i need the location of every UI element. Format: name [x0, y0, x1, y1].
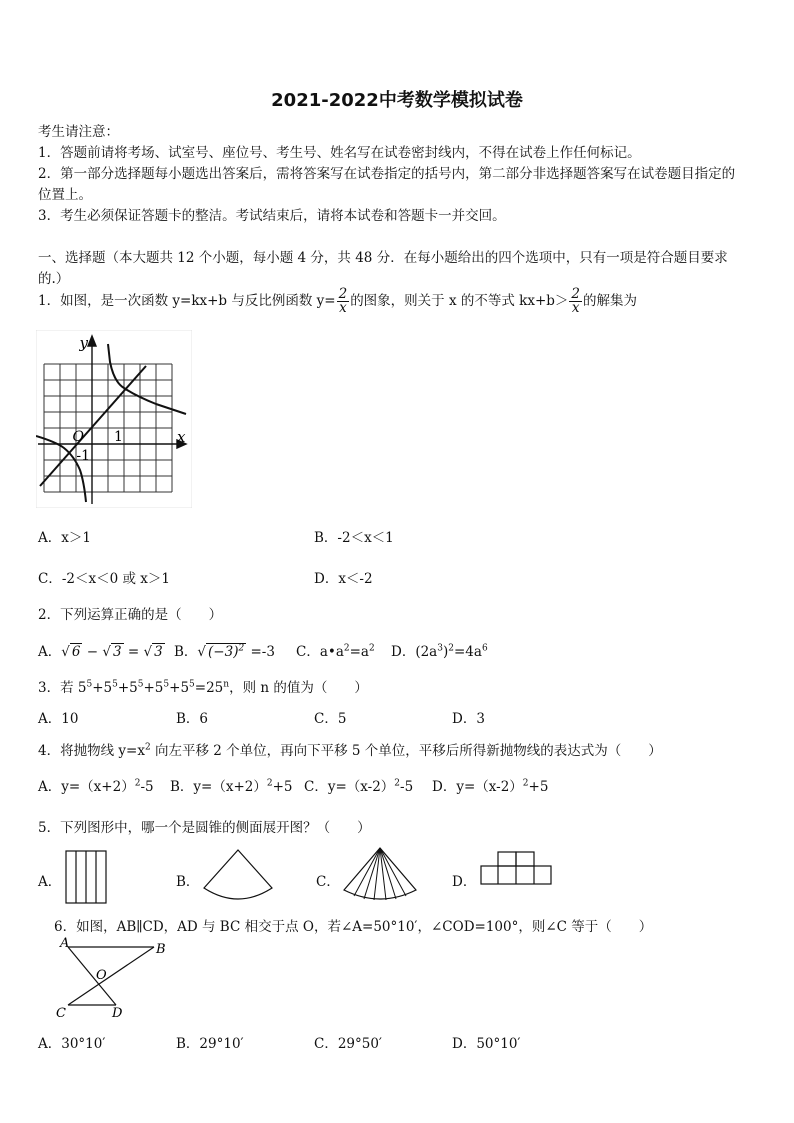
q2-option-b: B．√ $(-3)^2 =-3$ [174, 643, 275, 660]
q1-frac1-den: x [339, 300, 347, 316]
q1-option-d: D．x＜-2 [314, 571, 373, 587]
q4-a-exp: 2 [134, 778, 141, 789]
q6-option-d: D．50°10′ [452, 1036, 521, 1052]
q1-option-a: A．x＞1 [38, 530, 91, 546]
q3-term-1: +5 [92, 680, 113, 696]
q1-frac2-num: 2 [571, 286, 581, 302]
q3-exp-5: 5 [189, 679, 195, 690]
q2-option-c [296, 640, 375, 660]
q4-option-d [432, 775, 548, 795]
q4-b-tail: +5 [272, 779, 293, 795]
q3-term-3: +5 [143, 680, 164, 696]
q6-point-b: B [156, 942, 166, 957]
q2-d-exp1: 3 [437, 643, 443, 654]
question-1-stem [38, 288, 637, 315]
q1-frac2-den: x [571, 300, 580, 316]
q4-option-b [170, 775, 293, 795]
notice-item-2: 2．第一部分选择题每小题选出答案后，需将答案写在试卷指定的括号内，第二部分非选择题答案写在试卷题目指定的 [38, 166, 736, 182]
q2-a-label: A． [38, 644, 62, 660]
q4-d-exp: 2 [522, 778, 529, 789]
notice-item-1: 1．答题前请将考场、试室号、座位号、考生号、姓名写在试卷密封线内，不得在试卷上作任何标记。 [38, 145, 641, 161]
q5-figure-a-rectangle-strips [64, 849, 108, 905]
question-5-stem: 5．下列图形中，哪一个是圆锥的侧面展开图？（ ） [38, 820, 371, 836]
q3-option-b: B．6 [176, 711, 209, 727]
q2-d-text: D．(2a [391, 644, 438, 660]
q4-stem-a: 4．将抛物线 y=x [38, 743, 145, 759]
q4-stem-exp: 2 [144, 742, 151, 753]
q3-term-4: +5 [169, 680, 190, 696]
q1-stem-part2: 的图象，则关于 x 的不等式 kx+b＞ [350, 293, 569, 309]
question-3-stem [38, 676, 368, 696]
q2-c-exp2: 2 [369, 643, 375, 654]
q2-b-label: B． [174, 644, 198, 660]
q2-b-eq: =-3 [246, 644, 275, 660]
graph-origin-label: O [72, 429, 84, 445]
q4-a-tail: -5 [140, 779, 154, 795]
question-6-stem: 6．如图，AB∥CD，AD 与 BC 相交于点 O，若∠A=50°10′，∠COD=100°，则∠C 等于（ ） [54, 919, 653, 935]
q4-c-exp: 2 [394, 778, 401, 789]
q5-label-a: A． [38, 874, 62, 890]
q4-d-base: D．y=（x-2） [432, 779, 523, 795]
q3-exp-4: 5 [163, 679, 170, 690]
q5-figure-c-cone-net [340, 846, 420, 906]
q3-stem-a: 3．若 5 [38, 680, 87, 696]
q2-b-rad-base: (−3) [208, 644, 239, 660]
q6-option-b: B．29°10′ [176, 1036, 244, 1052]
q3-option-c: C．5 [314, 711, 347, 727]
q1-option-c: C．-2＜x＜0 或 x＞1 [38, 571, 170, 587]
notice-heading: 考生请注意： [38, 124, 119, 140]
section-heading-line1: 一、选择题（本大题共 12 个小题，每小题 4 分，共 48 分．在每小题给出的四个选项中，只有一项是符合题目要求 [38, 250, 728, 266]
q1-function-graph [36, 330, 192, 508]
q3-term-5: =25 [194, 680, 224, 696]
q1-option-b: B．-2＜x＜1 [314, 530, 394, 546]
q5-label-b: B． [176, 874, 200, 890]
q2-a-root-1: 6 [71, 644, 81, 660]
q3-exp-3: 5 [137, 679, 144, 690]
graph-neg-one-label: -1 [76, 448, 90, 464]
q2-option-d [391, 640, 488, 660]
q2-a-minus: − [82, 644, 103, 660]
q6-point-o: O [96, 968, 107, 983]
q1-fraction-2 [569, 288, 582, 315]
q6-option-c: C．29°50′ [314, 1036, 383, 1052]
q3-exp-2: 5 [112, 679, 118, 690]
page-title: 2021-2022中考数学模拟试卷 [271, 90, 523, 111]
q1-stem-part1: 1．如图，是一次函数 y=kx+b 与反比例函数 y= [38, 293, 336, 309]
section-heading-line2: 的.） [38, 271, 70, 287]
q2-b-rad-exp: 2 [238, 643, 245, 654]
q2-d-mid: ) [442, 644, 449, 660]
q3-exp-6: n [223, 679, 230, 690]
q1-frac1-num: 2 [338, 286, 348, 302]
q2-d-eq: =4a [453, 644, 482, 660]
q2-a-root-3: 3 [154, 644, 163, 660]
q2-d-exp3: 6 [481, 643, 488, 654]
q6-point-c: C [56, 1006, 66, 1021]
q4-stem-b: 向左平移 2 个单位，再向下平移 5 个单位，平移后所得新抛物线的表达式为（ ） [150, 743, 662, 759]
q1-fraction-1 [337, 288, 350, 315]
q3-stem-b: ，则 n 的值为（ ） [229, 680, 368, 696]
q4-c-tail: -5 [400, 779, 414, 795]
q4-b-base: B．y=（x+2） [170, 779, 267, 795]
question-2-stem: 2．下列运算正确的是（ ） [38, 607, 223, 623]
q2-b-radicand [206, 643, 246, 660]
notice-item-3: 3．考生必须保证答题卡的整洁。考试结束后，请将本试卷和答题卡一并交回。 [38, 208, 506, 224]
q2-option-a: A．√ 6 − √ 3 = √ 3 [38, 644, 163, 660]
q6-figure-parallel-lines [50, 935, 170, 1021]
q1-stem-part3: 的解集为 [583, 293, 638, 309]
q4-d-tail: +5 [528, 779, 549, 795]
graph-x-label: x [177, 428, 186, 446]
q3-exp-1: 5 [86, 679, 93, 690]
q4-c-base: C．y=（x-2） [304, 779, 395, 795]
notice-item-2-cont: 位置上。 [38, 187, 92, 203]
q5-label-c: C． [316, 874, 340, 890]
q5-figure-d-cross-net [478, 850, 554, 890]
q4-option-c [304, 775, 413, 795]
q2-c-text: C．a•a [296, 644, 344, 660]
question-4-stem [38, 739, 662, 759]
q5-label-d: D． [452, 874, 477, 890]
q2-c-eq: =a [349, 644, 369, 660]
q3-option-a: A．10 [38, 711, 79, 727]
graph-y-label: y [79, 334, 88, 352]
q2-a-root-2: 3 [112, 644, 122, 660]
q3-term-2: +5 [117, 680, 138, 696]
q6-point-a: A [60, 936, 70, 951]
q4-a-base: A．y=（x+2） [38, 779, 135, 795]
q6-option-a: A．30°10′ [38, 1036, 106, 1052]
q3-option-d: D．3 [452, 711, 485, 727]
q6-point-d: D [112, 1006, 123, 1021]
q2-a-eq: = [123, 644, 144, 660]
graph-one-label: 1 [114, 429, 123, 445]
q4-b-exp: 2 [266, 778, 273, 789]
q4-option-a [38, 775, 154, 795]
q2-d-exp2: 2 [448, 643, 454, 654]
q5-figure-b-sector [198, 846, 278, 902]
q2-c-exp1: 2 [343, 643, 350, 654]
